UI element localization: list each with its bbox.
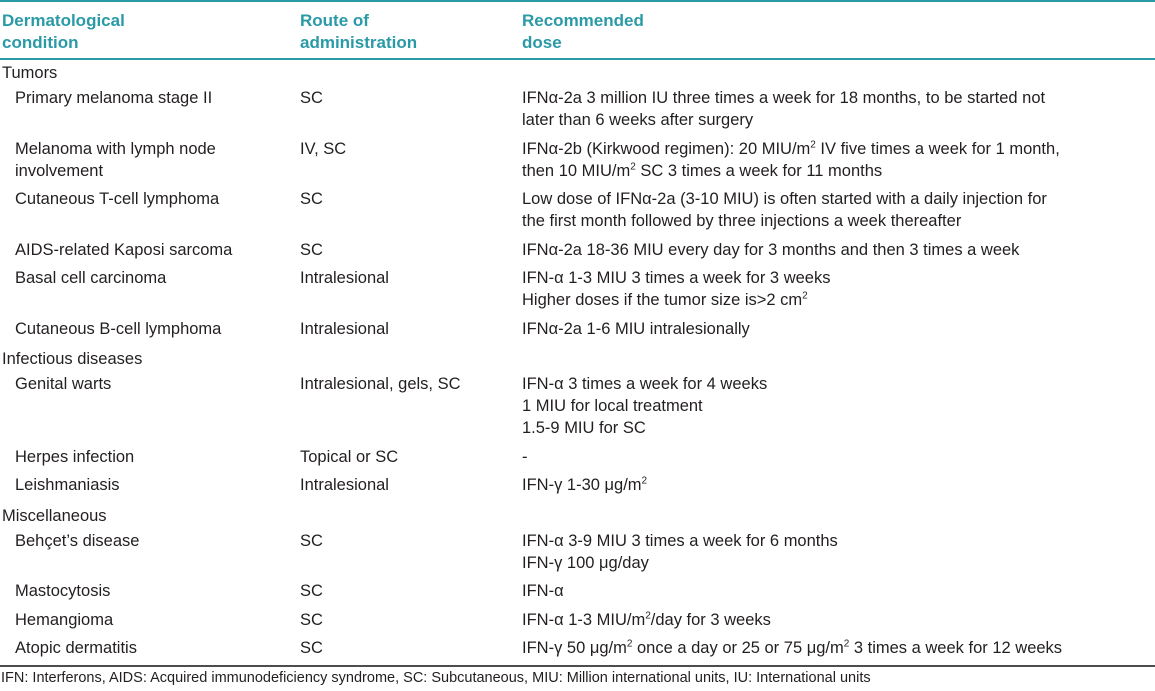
header-route-line: administration	[300, 33, 418, 52]
table-row	[0, 373, 1155, 446]
condition-cell-line: Mastocytosis	[15, 582, 111, 600]
condition-cell-line: Leishmaniasis	[15, 476, 120, 494]
dose-cell	[522, 318, 1152, 340]
condition-cell	[15, 530, 290, 552]
condition-cell-line: Herpes infection	[15, 447, 135, 466]
header-route-line: Route of	[300, 11, 369, 30]
bottom-rule	[0, 665, 1155, 667]
superscript-2: 2	[645, 610, 651, 621]
condition-cell-line: Atopic dermatitis	[15, 639, 137, 657]
dose-cell	[522, 474, 1152, 496]
condition-cell	[15, 373, 290, 395]
table-body	[0, 60, 1155, 666]
route-cell: SC	[300, 240, 323, 259]
route-cell: SC	[300, 89, 323, 107]
condition-cell-line: Behçet’s disease	[15, 531, 140, 550]
dose-cell-line: 1 MIU for local treatment	[522, 397, 703, 415]
section-heading: Tumors	[2, 64, 58, 82]
table-row	[0, 138, 1155, 189]
superscript-2: 2	[802, 290, 808, 302]
route-cell: Intralesional, gels, SC	[300, 375, 461, 393]
header-dose-line: Recommended	[522, 11, 644, 30]
condition-cell	[15, 188, 290, 210]
dose-cell-line: Low dose of IFNα-2a (3-10 MIU) is often started with a daily injection for	[522, 190, 1047, 208]
route-cell: SC	[300, 582, 323, 600]
header-dose	[522, 10, 644, 54]
dose-cell	[522, 609, 1152, 631]
dose-cell-line: IFN-α 3 times a week for 4 weeks	[522, 375, 768, 393]
condition-cell-line: Basal cell carcinoma	[15, 269, 167, 287]
dose-cell-line: IFNα-2a 1-6 MIU intralesionally	[522, 319, 750, 338]
dose-cell-line: IFN-α 1-3 MIU/$m^2$/day for 3 weeks	[522, 610, 771, 629]
table-row	[0, 446, 1155, 475]
dose-cell	[522, 580, 1152, 602]
superscript-2: 2	[843, 638, 850, 650]
dose-cell	[522, 373, 1152, 439]
condition-cell-line: Primary melanoma stage II	[15, 89, 213, 107]
section-heading: Miscellaneous	[2, 506, 107, 525]
condition-cell	[15, 637, 290, 659]
dose-cell	[522, 239, 1152, 261]
dose-cell	[522, 637, 1152, 659]
table-row	[0, 267, 1155, 318]
condition-cell	[15, 474, 290, 496]
dose-cell-line: -	[522, 447, 528, 466]
superscript-2: 2	[630, 161, 636, 172]
dose-cell-line: IFN-α 1-3 MIU 3 times a week for 3 weeks	[522, 269, 831, 287]
route-cell: SC	[300, 639, 323, 657]
header-dose-line: dose	[522, 33, 562, 52]
dose-cell-line: IFNα-2a 3 million IU three times a week for 18 months, to be started not	[522, 89, 1046, 107]
condition-cell	[15, 138, 290, 182]
route-cell: SC	[300, 610, 323, 629]
table-row	[0, 637, 1155, 666]
table-footnote: IFN: Interferons, AIDS: Acquired immunodeficiency syndrome, SC: Subcutaneous, MIU: Million international units, IU: International units	[1, 670, 871, 686]
dose-cell-line: later than 6 weeks after surgery	[522, 111, 754, 129]
dose-cell-line: IFNα-2b (Kirkwood regimen): 20 MIU/$m^2$ IV five times a week for 1 month,	[522, 139, 1060, 158]
condition-cell-line: Genital warts	[15, 375, 112, 393]
route-cell: Topical or SC	[300, 447, 399, 466]
table-row	[0, 609, 1155, 638]
superscript-2: 2	[810, 139, 816, 150]
dose-cell	[522, 138, 1152, 182]
table-row	[0, 530, 1155, 581]
dose-cell-line: IFN-γ 100 μg/day	[522, 553, 649, 572]
condition-cell	[15, 609, 290, 631]
table-row	[0, 239, 1155, 268]
dose-cell	[522, 87, 1152, 131]
section-heading: Infectious diseases	[2, 350, 143, 368]
table-row	[0, 87, 1155, 138]
table-row	[0, 474, 1155, 503]
condition-cell	[15, 318, 290, 340]
superscript-2: 2	[626, 638, 633, 650]
dose-cell-line: IFN-α	[522, 582, 564, 600]
dose-cell-line: Higher doses if the tumor size is>2 $cm^2$	[522, 290, 808, 309]
dose-cell	[522, 446, 1152, 468]
dose-cell-line: 1.5-9 MIU for SC	[522, 419, 646, 437]
dose-cell	[522, 530, 1152, 574]
route-cell: SC	[300, 531, 323, 550]
route-cell: SC	[300, 190, 323, 208]
route-cell: Intralesional	[300, 319, 389, 338]
header-condition-line: condition	[2, 33, 79, 52]
condition-cell	[15, 239, 290, 261]
table-row	[0, 318, 1155, 347]
condition-cell-line: Hemangioma	[15, 610, 114, 629]
table-row	[0, 188, 1155, 239]
condition-cell	[15, 446, 290, 468]
condition-cell-line: Cutaneous T-cell lymphoma	[15, 190, 220, 208]
condition-cell-line: Cutaneous B-cell lymphoma	[15, 319, 222, 338]
condition-cell	[15, 267, 290, 289]
superscript-2: 2	[641, 475, 648, 487]
dose-cell-line: the first month followed by three injections a week thereafter	[522, 212, 962, 230]
condition-cell-line: Melanoma with lymph node	[15, 139, 216, 158]
dose-cell-line: IFN-γ 1-30 $\mu g/m^2$	[522, 475, 648, 494]
dose-cell	[522, 267, 1152, 311]
header-route	[300, 10, 417, 54]
route-cell: IV, SC	[300, 139, 347, 158]
route-cell: Intralesional	[300, 476, 389, 494]
dose-cell-line: IFNα-2a 18-36 MIU every day for 3 months and then 3 times a week	[522, 240, 1020, 259]
table-row	[0, 580, 1155, 609]
header-condition	[2, 10, 125, 54]
dose-cell	[522, 188, 1152, 232]
dose-cell-line: then 10 MIU/$m^2$ SC 3 times a week for 11 months	[522, 161, 883, 180]
dose-cell-line: IFN-α 3-9 MIU 3 times a week for 6 months	[522, 531, 838, 550]
condition-cell	[15, 580, 290, 602]
top-rule	[0, 0, 1155, 2]
route-cell: Intralesional	[300, 269, 389, 287]
condition-cell-line: involvement	[15, 161, 104, 180]
condition-cell	[15, 87, 290, 109]
header-condition-line: Dermatological	[2, 11, 125, 30]
dose-cell-line: IFN-γ 50 $\mu g/m^2$ once a day or 25 or 75 $\mu g/m^2$ 3 times a week for 12 weeks	[522, 638, 1063, 657]
condition-cell-line: AIDS-related Kaposi sarcoma	[15, 240, 233, 259]
